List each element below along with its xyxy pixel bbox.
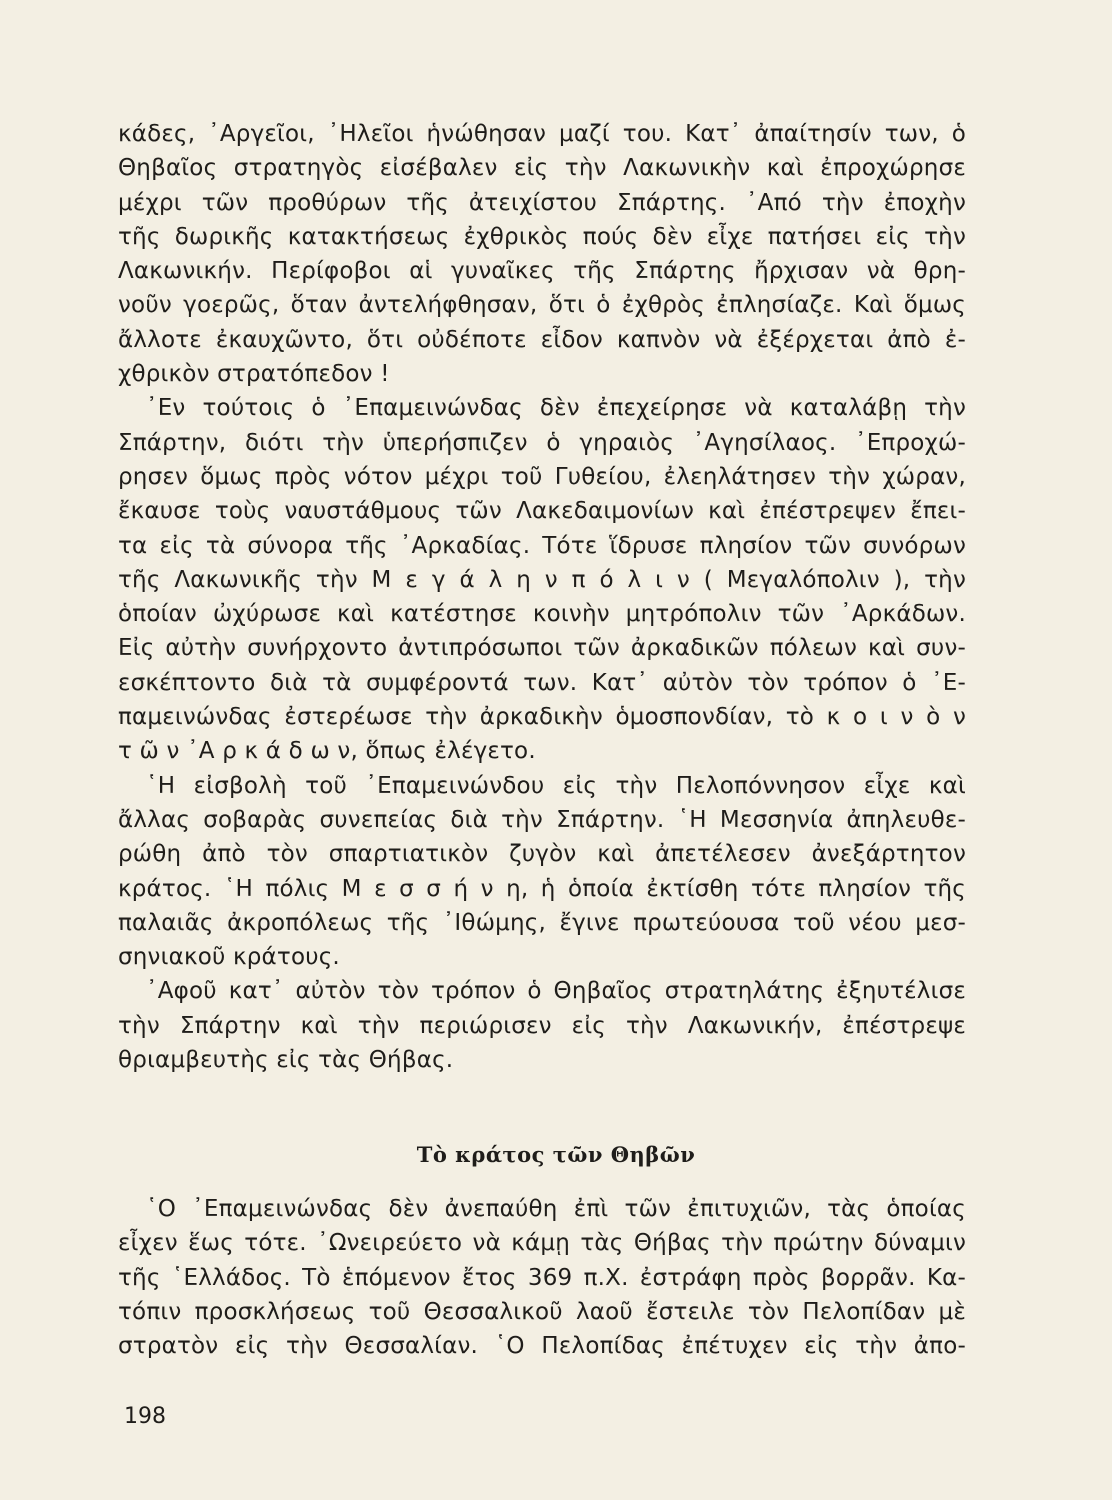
text-line: Εἰς αὐτὴν συνήρχοντο ἀντιπρόσωποι τῶν ἀρκαδικῶν πόλεων καὶ συν- [118,635,966,662]
text-line: ῾Ο ᾽Επαμεινώνδας δὲν ἀνεπαύθη ἐπὶ τῶν ἐπιτυχιῶν, τὰς ὁποίας [146,1196,966,1222]
text-line: Λακωνικήν. Περίφοβοι αἱ γυναῖκες τῆς Σπάρτης ἤρχισαν νὰ θρη- [118,258,966,285]
text-line: ᾽Εν τούτοις ὁ ᾽Επαμεινώνδας δὲν ἐπεχείρησε νὰ καταλάβῃ τὴν [146,395,966,422]
text-line: τὴν Σπάρτην καὶ τὴν περιώρισεν εἰς τὴν Λακωνικήν, ἐπέστρεψε [118,1012,966,1039]
section-heading: Τὸ κράτος τῶν Θηβῶν [416,1142,696,1167]
text-line: εσκέπτοντο διὰ τὰ συμφέροντά των. Κατ᾽ αὐτὸν τὸν τρόπον ὁ ᾽Ε- [118,669,966,696]
text-line: μέχρι τῶν προθύρων τῆς ἀτειχίστου Σπάρτης. ᾽Από τὴν ἐποχὴν [118,189,966,216]
text-line: τόπιν προσκλήσεως τοῦ Θεσσαλικοῦ λαοῦ ἔστειλε τὸν Πελοπίδαν μὲ [118,1298,966,1325]
text-line: σηνιακοῦ κράτους. [118,944,340,971]
text-line: ἄλλοτε ἐκαυχῶντο, ὅτι οὐδέποτε εἶδον καπνὸν νὰ ἐξέρχεται ἀπὸ ἐ- [118,326,966,353]
text-line: τῆς ῾Ελλάδος. Τὸ ἑπόμενον ἔτος 369 π.Χ. ἐστράφη πρὸς βορρᾶν. Κα- [118,1264,966,1291]
text-line: ἔκαυσε τοὺς ναυστάθμους τῶν Λακεδαιμονίων καὶ ἐπέστρεψεν ἔπει- [118,498,966,525]
text-line: νοῦν γοερῶς, ὅταν ἀντελήφθησαν, ὅτι ὁ ἐχθρὸς ἐπλησίαζε. Καὶ ὅμως [118,292,966,319]
text-line: χθρικὸν στρατόπεδον ! [118,361,390,388]
body-text-block [118,117,966,1077]
text-line: ὁποίαν ὠχύρωσε καὶ κατέστησε κοινὴν μητρόπολιν τῶν ᾽Αρκάδων. [118,601,966,628]
text-line: ρώθη ἀπὸ τὸν σπαρτιατικὸν ζυγὸν καὶ ἀπετέλεσεν ἀνεξάρτητον [118,841,966,868]
text-line: ῾Η εἰσβολὴ τοῦ ᾽Επαμεινώνδου εἰς τὴν Πελοπόννησον εἶχε καὶ [146,772,966,799]
text-line: τα εἰς τὰ σύνορα τῆς ᾽Αρκαδίας. Τότε ἵδρυσε πλησίον τῶν συνόρων [118,532,966,559]
text-line: παλαιᾶς ἀκροπόλεως τῆς ᾽Ιθώμης, ἔγινε πρωτεύουσα τοῦ νέου μεσ- [118,909,966,936]
text-line: τῆς δωρικῆς κατακτήσεως ἐχθρικὸς πούς δὲν εἶχε πατήσει εἰς τὴν [118,223,966,250]
text-line: Θηβαῖος στρατηγὸς εἰσέβαλεν εἰς τὴν Λακωνικὴν καὶ ἐπροχώρησε [118,155,966,182]
text-line: θριαμβευτὴς εἰς τὰς Θήβας. [118,1047,454,1074]
text-line: τῆς Λακωνικῆς τὴν Μ ε γ ά λ η ν π ό λ ι ν ( Μεγαλόπολιν ), τὴν [118,566,966,593]
text-line: τ ῶ ν ᾽Α ρ κ ά δ ω ν, ὅπως ἐλέγετο. [118,738,536,765]
text-line: ρησεν ὅμως πρὸς νότον μέχρι τοῦ Γυθείου, ἐλεηλάτησεν τὴν χώραν, [118,463,966,490]
text-line: ᾽Αφοῦ κατ᾽ αὐτὸν τὸν τρόπον ὁ Θηβαῖος στρατηλάτης ἐξηυτέλισε [146,978,966,1005]
text-line: κάδες, ᾽Αργεῖοι, ᾽Ηλεῖοι ἡνώθησαν μαζί του. Κατ᾽ ἀπαίτησίν των, ὁ [118,121,966,147]
text-line: ἄλλας σοβαρὰς συνεπείας διὰ τὴν Σπάρτην. ῾Η Μεσσηνία ἀπηλευθε- [118,806,966,833]
text-line: κράτος. ῾Η πόλις Μ ε σ σ ή ν η, ἡ ὁποία ἐκτίσθη τότε πλησίον τῆς [118,875,966,902]
text-line: Σπάρτην, διότι τὴν ὑπερήσπιζεν ὁ γηραιὸς ᾽Αγησίλαος. ᾽Επροχώ- [118,429,966,456]
page-number: 198 [124,1404,166,1429]
body-text-block [118,1192,966,1363]
text-line: στρατὸν εἰς τὴν Θεσσαλίαν. ῾Ο Πελοπίδας ἐπέτυχεν εἰς τὴν ἀπο- [118,1333,966,1360]
text-line: εἶχεν ἕως τότε. ᾽Ωνειρεύετο νὰ κάμῃ τὰς Θήβας τὴν πρώτην δύναμιν [118,1230,966,1257]
text-line: παμεινώνδας ἐστερέωσε τὴν ἀρκαδικὴν ὁμοσπονδίαν, τὸ κ ο ι ν ὸ ν [118,704,966,731]
